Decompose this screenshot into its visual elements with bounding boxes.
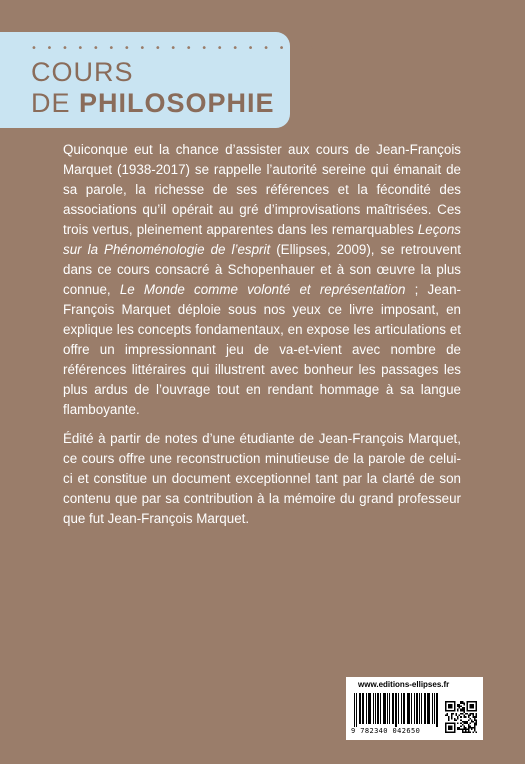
qr-module (460, 710, 462, 712)
barcode-bar (403, 693, 404, 724)
qr-module (475, 715, 477, 717)
qr-module (475, 724, 477, 726)
qr-module (469, 722, 471, 724)
qr-module (445, 715, 447, 717)
qr-module (462, 713, 464, 715)
barcode-bar (419, 693, 420, 724)
qr-module (456, 719, 458, 721)
barcode-label (346, 677, 483, 740)
qr-module (475, 731, 477, 733)
qr-module (474, 724, 476, 726)
series-title-line2 (31, 88, 275, 118)
barcode-bar (377, 693, 378, 724)
qr-module (472, 716, 474, 718)
blurb-text-run: ; Jean-François Marquet déploie sous nos yeux ce livre imposant, en explique les concepts fondamentaux, en expose les articulations et offre un impressionnant jeu de va-et-vient avec nombre de références littéraires qui illustrent avec bonheur les passages les plus ardus de l’ouvrage tout en rendant hommage à sa langue flamboyante. (63, 282, 461, 417)
qr-module (474, 728, 476, 730)
qr-module (465, 731, 467, 733)
barcode-bar (392, 693, 393, 724)
qr-module (472, 727, 474, 729)
barcode-bar (407, 693, 408, 724)
qr-module (459, 704, 461, 706)
qr-module (459, 715, 461, 717)
qr-module (472, 721, 474, 723)
qr-module (469, 718, 471, 720)
qr-module (460, 722, 462, 724)
qr-module (462, 731, 464, 733)
qr-module (463, 722, 465, 724)
barcode-bar (384, 693, 385, 724)
qr-finder-core (469, 704, 474, 709)
qr-module (463, 703, 465, 705)
barcode-bar (354, 693, 355, 727)
qr-module (474, 719, 476, 721)
barcode-bar (429, 693, 430, 724)
series-title-line1: COURS (31, 57, 134, 87)
qr-module (447, 713, 449, 715)
qr-module (457, 709, 459, 711)
qr-module (475, 719, 477, 721)
qr-module (468, 727, 470, 729)
qr-module (451, 716, 453, 718)
qr-module (462, 709, 464, 711)
qr-module (466, 722, 468, 724)
qr-module (453, 713, 455, 715)
publisher-website: www.editions-ellipses.fr (358, 680, 450, 689)
qr-module (463, 725, 465, 727)
qr-module (472, 713, 474, 715)
qr-module (463, 727, 465, 729)
qr-module (465, 721, 467, 723)
qr-module (475, 722, 477, 724)
qr-module (469, 725, 471, 727)
blurb-paragraph-2: Édité à partir de notes d’une étudiante de Jean-François Marquet, ce cours offre une reconstruction minutieuse de la parole de celui-ci et constitue un document exceptionnel tant par la clarté de son contenu que par sa contribution à la mémoire du grand professeur que fut Jean-François Marquet. (63, 431, 461, 526)
blurb-paragraph-1 (63, 140, 461, 420)
qr-module (460, 725, 462, 727)
qr-module (474, 725, 476, 727)
barcode-bar (373, 693, 374, 724)
barcode-bar (385, 693, 386, 724)
qr-module (457, 706, 459, 708)
qr-module (460, 719, 462, 721)
barcode-bar (356, 693, 357, 727)
qr-module (457, 728, 459, 730)
barcode-bar (428, 693, 429, 724)
qr-code (445, 701, 477, 733)
qr-module (475, 713, 477, 715)
qr-module (460, 728, 462, 730)
barcode-bar (375, 693, 376, 724)
qr-module (468, 719, 470, 721)
qr-module (471, 727, 473, 729)
dotted-rule: • • • • • • • • • • • • • • • • • • • • (31, 43, 335, 54)
qr-module (462, 728, 464, 730)
barcode-bar (370, 693, 371, 724)
barcode-bar (389, 693, 390, 724)
qr-module (468, 730, 470, 732)
qr-module (459, 706, 461, 708)
barcode-bar (398, 693, 399, 724)
barcode-bar (387, 693, 388, 724)
qr-module (463, 716, 465, 718)
blurb-text-run: Quiconque eut la chance d’assister aux cours de Jean-François Marquet (1938-2017) se rappelle l’autorité sereine qui émanait de sa parole, la richesse de ses références et la fécondité des associations qu’il opérait au gré d’improvisations maîtrisées. Ces trois vertus, pleinement apparentes dans les remarquables (63, 142, 461, 237)
barcode-bar (427, 693, 428, 724)
qr-module (457, 722, 459, 724)
barcode-bar (366, 693, 367, 724)
qr-module (457, 716, 459, 718)
book-title-italic: Le Monde comme volonté et représentation (119, 282, 406, 297)
qr-module (469, 715, 471, 717)
barcode-bar (416, 693, 417, 724)
qr-module (475, 716, 477, 718)
barcode-bar (436, 693, 437, 727)
qr-module (451, 713, 453, 715)
qr-module (457, 718, 459, 720)
qr-module (462, 724, 464, 726)
qr-module (454, 719, 456, 721)
qr-module (474, 727, 476, 729)
qr-module (465, 730, 467, 732)
barcode-bar (401, 693, 402, 724)
book-title-italic: Leçons sur la Phénoménologie de l’esprit (63, 222, 461, 257)
barcode-bar (359, 693, 360, 724)
qr-module (463, 704, 465, 706)
qr-module (457, 727, 459, 729)
series-title-subject: PHILOSOPHIE (79, 88, 275, 118)
back-cover-blurb (63, 140, 461, 538)
qr-module (466, 713, 468, 715)
qr-module (447, 715, 449, 717)
barcode-bar (424, 693, 425, 724)
barcode-bar (396, 693, 397, 727)
barcode-bar (425, 693, 426, 724)
barcode-bar (414, 693, 415, 724)
qr-module (459, 727, 461, 729)
qr-module (463, 728, 465, 730)
series-banner (0, 32, 335, 128)
isbn-barcode (354, 693, 439, 727)
qr-module (472, 731, 474, 733)
barcode-bar (383, 693, 384, 724)
barcode-bar (434, 693, 435, 724)
barcode-bar (380, 693, 381, 724)
series-title-prefix: DE (31, 88, 80, 118)
barcode-bar (360, 693, 361, 724)
barcode-bar (417, 693, 418, 724)
barcode-bar (363, 693, 364, 724)
qr-module (468, 724, 470, 726)
barcode-bar (393, 693, 394, 724)
qr-module (463, 721, 465, 723)
barcode-bar (411, 693, 412, 724)
qr-module (456, 713, 458, 715)
barcode-bar (432, 693, 433, 724)
qr-module (463, 707, 465, 709)
qr-module (469, 727, 471, 729)
qr-module (468, 716, 470, 718)
qr-module (463, 715, 465, 717)
qr-module (465, 728, 467, 730)
blurb-text-run: (Ellipses, 2009), se retrouvent dans ce cours consacré à Schopenhauer et à son œuvre la plus connue, (63, 242, 461, 297)
qr-module (466, 728, 468, 730)
qr-module (474, 716, 476, 718)
qr-module (469, 731, 471, 733)
qr-finder-core (448, 725, 453, 730)
qr-module (471, 728, 473, 730)
qr-module (463, 712, 465, 714)
qr-module (457, 704, 459, 706)
qr-module (474, 718, 476, 720)
qr-module (460, 716, 462, 718)
qr-module (462, 703, 464, 705)
qr-module (468, 731, 470, 733)
barcode-bar (362, 693, 363, 724)
qr-module (465, 716, 467, 718)
qr-module (460, 701, 462, 703)
barcode-bar (437, 693, 438, 727)
qr-module (463, 709, 465, 711)
qr-module (451, 715, 453, 717)
qr-module (471, 719, 473, 721)
qr-module (468, 725, 470, 727)
qr-module (468, 728, 470, 730)
qr-module (471, 721, 473, 723)
barcode-bar (404, 693, 405, 724)
qr-finder-core (448, 704, 453, 709)
qr-module (460, 709, 462, 711)
qr-module (462, 701, 464, 703)
isbn-digits: 9 782340 042650 (351, 727, 421, 735)
qr-module (471, 713, 473, 715)
qr-module (460, 706, 462, 708)
qr-module (469, 713, 471, 715)
barcode-bar (421, 693, 422, 724)
qr-module (456, 715, 458, 717)
qr-module (462, 707, 464, 709)
qr-module (475, 721, 477, 723)
barcode-bar (368, 693, 369, 724)
qr-module (465, 727, 467, 729)
qr-module (460, 703, 462, 705)
barcode-bar (409, 693, 410, 724)
qr-module (466, 731, 468, 733)
qr-module (472, 715, 474, 717)
qr-module (457, 710, 459, 712)
qr-module (459, 707, 461, 709)
qr-module (462, 710, 464, 712)
qr-module (466, 721, 468, 723)
qr-module (462, 730, 464, 732)
barcode-bar (408, 693, 409, 724)
barcode-bar (395, 693, 396, 727)
qr-module (462, 721, 464, 723)
qr-module (448, 718, 450, 720)
qr-module (454, 718, 456, 720)
qr-module (474, 722, 476, 724)
qr-module (448, 716, 450, 718)
qr-module (459, 728, 461, 730)
qr-module (465, 722, 467, 724)
qr-module (463, 710, 465, 712)
qr-module (460, 713, 462, 715)
barcode-bar (369, 693, 370, 724)
qr-module (465, 713, 467, 715)
qr-module (448, 719, 450, 721)
qr-module (451, 718, 453, 720)
qr-module (468, 715, 470, 717)
qr-module (463, 731, 465, 733)
qr-module (474, 730, 476, 732)
barcode-bar (378, 693, 379, 724)
